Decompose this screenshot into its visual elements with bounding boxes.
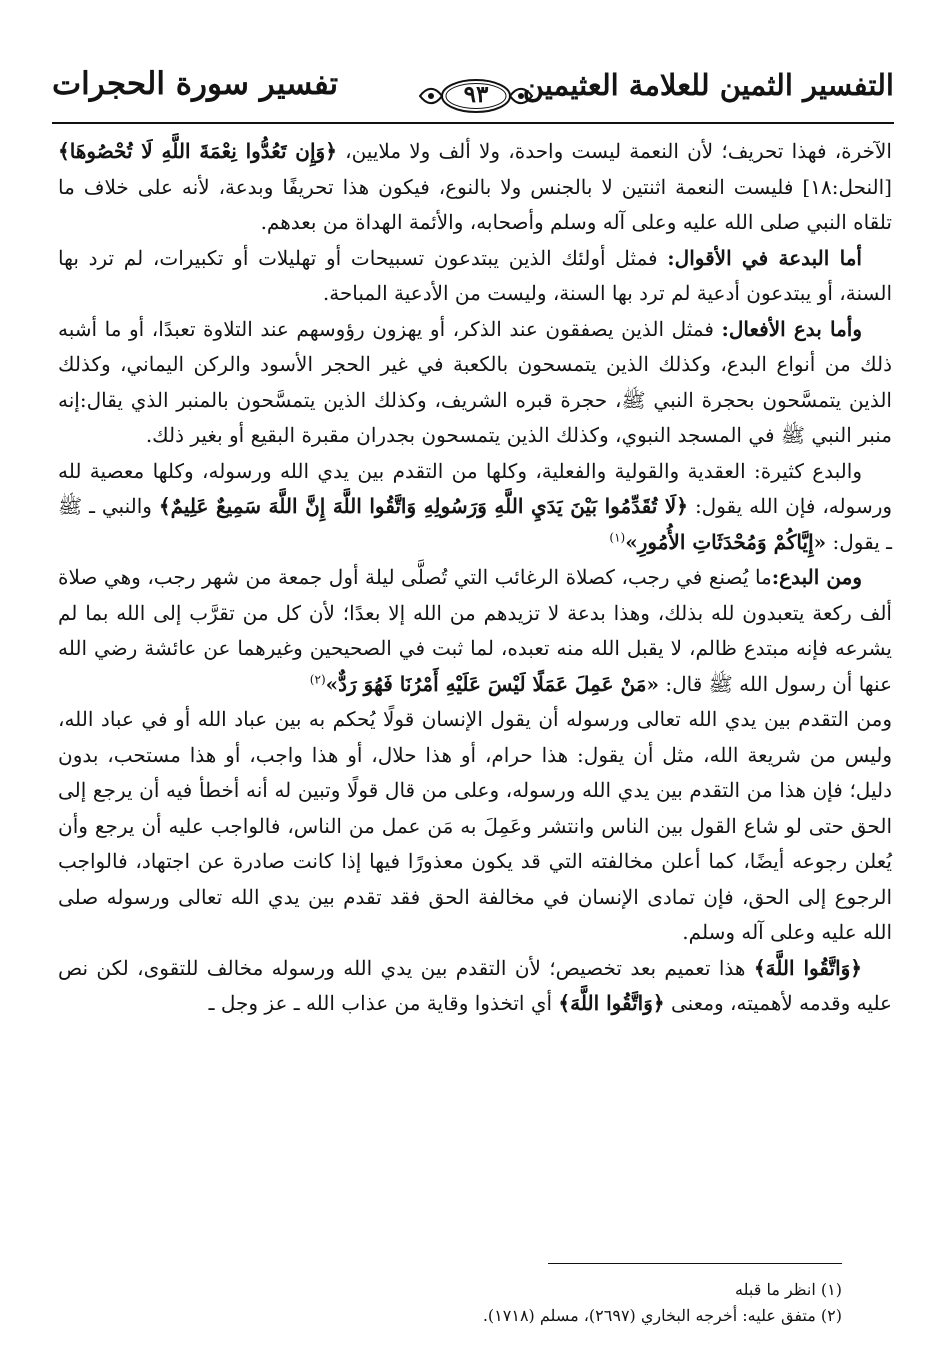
page-number-ornament — [416, 76, 536, 116]
quran-verse: ﴿وَاتَّقُوا اللَّهَ﴾ — [558, 991, 665, 1015]
paragraph: ومن التقدم بين يدي الله تعالى ورسوله أن يقول الإنسان قولًا يُحكم به بين عباد الله أو في عباد الله، وليس من شريعة الله، مثل أن يقول: هذا حرام، أو هذا حلال، أو هذا واجب، أو هذا مستحب، بدون دليل؛ فإن هذا من التقدم بين يدي الله ورسوله، وعلى من قال قولًا وتبين له أنه أخطأ فيه أن يرجع إلى الحق حتى لو شاع القول بين الناس وانتشر وعَمِلَ به مَن عمل من الناس، فالواجب عليه أن يرجع وأن يُعلن رجوعه أيضًا، كما أعلن مخالفته التي قد يكون معذورًا فيها إذا كانت صادرة عن اجتهاد، فالواجب الرجوع إلى الحق، فإن تمادى الإنسان في مخالفة الحق فقد تقدم بين يدي الله تعالى ورسوله صلى الله عليه وعلى آله وسلم. — [58, 707, 892, 944]
surah-title: تفسير سورة الحجرات — [52, 66, 339, 102]
quran-verse: ﴿وَاتَّقُوا اللَّهَ﴾ — [753, 955, 863, 980]
footnote: (٢) متفق عليه: أخرجه البخاري (٢٦٩٧)، مسلم (١٧١٨). — [482, 1306, 842, 1325]
header-divider — [52, 122, 894, 124]
paragraph: ﴿وَاتَّقُوا اللَّهَ﴾ هذا تعميم بعد تخصيص؛ لأن التقدم بين يدي الله ورسوله مخالف للتقوى، لكن نص عليه وقدمه لأهميته، ومعنى ﴿وَاتَّقُوا اللَّهَ﴾ أي اتخذوا وقاية من عذاب الله ـ عز وجل ـ — [58, 955, 892, 1015]
hadith-quote: «إِيَّاكُمْ وَمُحْدَثَاتِ الأُمُورِ» — [625, 529, 827, 554]
footnote-divider — [548, 1263, 842, 1264]
page-number: ٩٣ — [463, 81, 489, 108]
footnote: (١) انظر ما قبله — [735, 1280, 842, 1299]
footnote-ref[interactable]: (١) — [609, 529, 626, 544]
quran-verse: ﴿وَإِن تَعُدُّوا نِعْمَةَ اللَّهِ لَا تُحْصُوهَا﴾ — [58, 139, 337, 163]
book-title: التفسير الثمين للعلامة العثيمين — [522, 68, 894, 102]
quran-verse: ﴿لَا تُقَدِّمُوا بَيْنَ يَدَيِ اللَّهِ وَرَسُولِهِ وَاتَّقُوا اللَّهَ إِنَّ اللَّهَ سَمِيعٌ عَلِيمٌ﴾ — [158, 494, 689, 518]
footnotes — [58, 1277, 842, 1329]
footnote-ref[interactable]: (٢) — [309, 671, 326, 686]
paragraph: أما البدعة في الأقوال: فمثل أولئك الذين يبتدعون تسبيحات أو تهليلات أو تكبيرات، لم ترد بها السنة، أو يبتدعون أدعية لم ترد بها السنة، وليست من الأدعية المباحة. — [58, 245, 892, 305]
paragraph-heading: ومن البدع: — [771, 565, 862, 589]
body-text — [58, 134, 892, 1022]
paragraph-heading: وأما بدع الأفعال: — [721, 316, 862, 341]
paragraph: والبدع كثيرة: العقدية والقولية والفعلية، وكلها من التقدم بين يدي الله ورسوله، وكلها معصية لله ورسوله، فإن الله يقول: ﴿لَا تُقَدِّمُوا بَيْنَ يَدَيِ اللَّهِ وَرَسُولِهِ وَاتَّقُوا اللَّهَ إِنَّ اللَّهَ سَمِيعٌ عَلِيمٌ﴾ والنبي ـ ﷺ ـ يقول: «إِيَّاكُمْ وَمُحْدَثَاتِ الأُمُورِ»$^{(١)}$ — [58, 458, 893, 554]
paragraph: ومن البدع:ما يُصنع في رجب، كصلاة الرغائب التي تُصلَّى ليلة أول جمعة من شهر رجب، وهي صلاة ألف ركعة يتعبدون لله بذلك، وهذا بدعة لا تزيدهم من الله إلا بعدًا؛ لأن كل من تقرَّب إلى الله بما لم يشرعه فإنه مبتدع ظالم، لا يقبل الله منه تعبده، لما ثبت في الصحيحين وغيرهما عن عائشة رضي الله عنها أن رسول الله ﷺ قال: «مَنْ عَمِلَ عَمَلًا لَيْسَ عَلَيْهِ أَمْرُنَا فَهُوَ رَدٌّ»$^{(٢)}$ — [58, 565, 892, 696]
page-header — [52, 60, 894, 124]
paragraph: وأما بدع الأفعال: فمثل الذين يصفقون عند الذكر، أو يهزون رؤوسهم عند التلاوة تعبدًا، أو ما أشبه ذلك من أنواع البدع، وكذلك الذين يتمسحون بالكعبة في غير الحجر الأسود والركن اليماني، وكذلك الذين يتمسَّحون بحجرة النبي ﷺ، حجرة قبره الشريف، وكذلك الذين يتمسَّحون بالمنبر الذي يقال:إنه منبر النبي ﷺ في المسجد النبوي، وكذلك الذين يتمسحون بجدران مقبرة البقيع أو بغير ذلك. — [58, 316, 892, 447]
paragraph: الآخرة، فهذا تحريف؛ لأن النعمة ليست واحدة، ولا ألف ولا ملايين، ﴿وَإِن تَعُدُّوا نِعْمَةَ اللَّهِ لَا تُحْصُوهَا﴾ [النحل:١٨] فليست النعمة اثنتين لا بالجنس ولا بالنوع، فيكون هذا تحريفًا وبدعة، لأنه على خلاف ما تلقاه النبي صلى الله عليه وعلى آله وسلم وأصحابه، والأئمة الهداة من بعدهم. — [58, 139, 892, 234]
hadith-quote: «مَنْ عَمِلَ عَمَلًا لَيْسَ عَلَيْهِ أَمْرُنَا فَهُوَ رَدٌّ» — [325, 671, 659, 696]
paragraph-heading: أما البدعة في الأقوال: — [667, 245, 862, 270]
